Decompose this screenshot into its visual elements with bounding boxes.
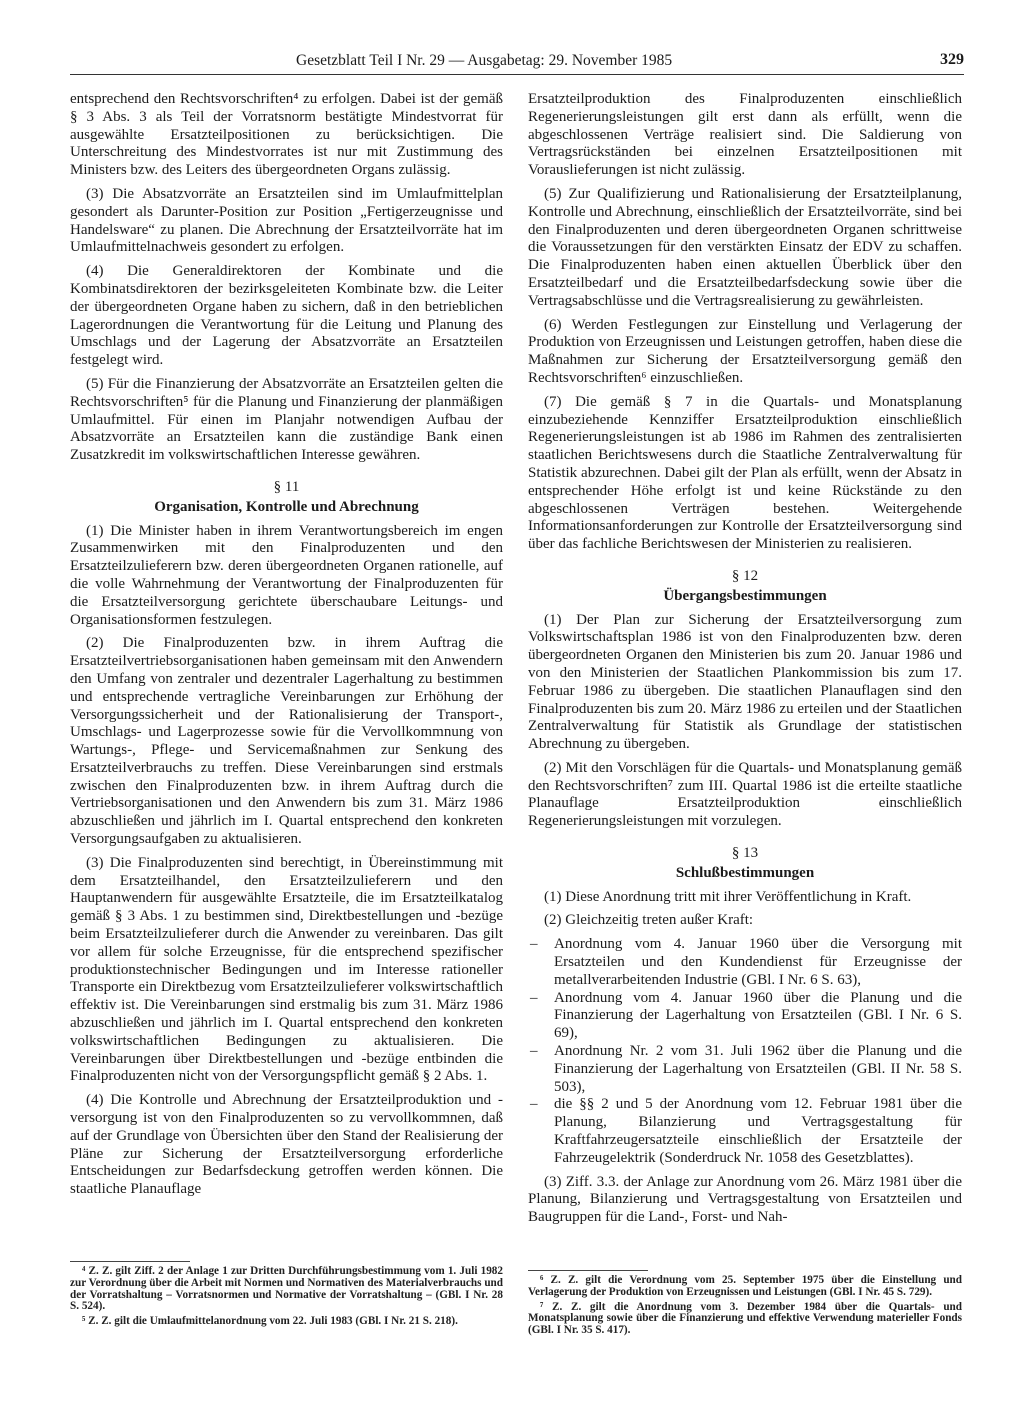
paragraph: (1) Diese Anordnung tritt mit ihrer Veröffentlichung in Kraft. — [544, 888, 912, 905]
paragraph: (6) Werden Festlegungen zur Einstellung und Verlagerung der Produktion von Erzeugnissen und Leistungen getroffen, haben diese die Maßnahmen zur Sicherung der Ersatzteilversorgung gemäß den Rechtsvorschriften⁶ einzuschließen. — [528, 316, 962, 386]
paragraph: (2) Gleichzeitig treten außer Kraft: — [544, 912, 754, 929]
paragraph: (4) Die Generaldirektoren der Kombinate und die Kombinatsdirektoren der bezirksgeleiteten Kombinate bzw. die Leiter der übergeordneten Organe haben zu sichern, daß in den betrieblichen Lagerordnungen die Verantwortung für die Leitung und Planung des Umschlags und der Lagerung der Absatzvorräte an Ersatzteilen festgelegt wird. — [70, 263, 503, 369]
repealed-list — [528, 936, 962, 1167]
paragraph: (5) Für die Finanzierung der Absatzvorräte an Ersatzteilen gelten die Rechtsvorschriften⁵ für die Planung und Finanzierung der planmäßigen Umlaufmittel. Für einen im Planjahr notwendigen Aufbau der Absatzvorräte an Ersatzteilen kann die zuständige Bank einen Zusatzkredit im volkswirtschaftlichen Interesse gewähren. — [70, 375, 503, 464]
page-header — [70, 50, 964, 75]
paragraph: (2) Mit den Vorschlägen für die Quartals- und Monatsplanung gemäß den Rechtsvorschriften⁷ zum III. Quartal 1986 ist die erteilte staatliche Planauflage Ersatzteilproduktion einschließlich Regenerierungsleistungen mit vorzulegen. — [528, 759, 962, 830]
section-title: Übergangsbestimmungen — [663, 587, 827, 604]
paragraph: (1) Der Plan zur Sicherung der Ersatzteilversorgung zum Volkswirtschaftsplan 1986 ist von den Finalproduzenten bzw. deren übergeordneten Organen den Ministerien bis zum 20. Januar 1986 und von den Ministerien der Staatlichen Plankommission bis zum 17. Februar 1986 zu übergeben. Die staatlichen Planauflagen sind den Finalproduzenten bis zum 20. März 1986 zu erteilen und der Staatlichen Zentralverwaltung für Statistik als Grundlage der statistischen Abrechnung zu übergeben. — [528, 611, 962, 753]
paragraph: (3) Die Absatzvorräte an Ersatzteilen sind im Umlaufmittelplan gesondert als Darunter-Position zur Position „Fertigerzeugnisse und Handelsware“ zu planen. Die Abrechnung der Ersatzteilvorräte hat im Umlaufmittelnachweis gesondert zu erfolgen. — [70, 185, 503, 256]
paragraph: Ersatzteilproduktion des Finalproduzenten einschließlich Regenerierungsleistungen gilt erst dann als erfüllt, wenn die abgeschlossenen Verträge realisiert sind. Die Saldierung von Vertragsrückständen bei einzelnen Ersatzteilpositionen mit Vorauslieferungen ist nicht zulässig. — [528, 91, 962, 179]
list-item: – die §§ 2 und 5 der Anordnung vom 12. Februar 1981 über die Planung, Bilanzierung und Vertragsgestaltung für Kraftfahrzeugersatzteile einschließlich der Ersatzteile der Fahrzeugelektrik (Sonderdruck Nr. 1058 des Gesetzblattes). — [528, 1096, 962, 1167]
right-column — [528, 91, 962, 1233]
footnote: ⁷ Z. Z. gilt die Anordnung vom 3. Dezember 1984 über die Quartals- und Monatsplanung sowie über die Finanzierung und effektive Verwendung materieller Fonds (GBl. I Nr. 35 S. 417). — [528, 1300, 962, 1337]
section-number: § 11 — [273, 478, 300, 495]
page-number: 329 — [940, 51, 964, 68]
section-title: Organisation, Kontrolle und Abrechnung — [154, 498, 419, 515]
paragraph: entsprechend den Rechtsvorschriften⁴ zu erfolgen. Dabei ist der gemäß § 3 Abs. 3 als Teil der Vorratsnorm bestätigte Mindestvorrat für ausgewählte Ersatzteilpositionen zu berücksichtigen. Die Unterschreitung des Mindestvorrates ist nur mit Zustimmung des Ministers bzw. des Leiters des übergeordneten Organs zulässig. — [70, 91, 503, 179]
footnote: ⁵ Z. Z. gilt die Umlaufmittelanordnung vom 22. Juli 1983 (GBl. I Nr. 21 S. 218). — [82, 1315, 458, 1328]
paragraph: (1) Die Minister haben in ihrem Verantwortungsbereich im engen Zusammenwirken mit den Finalproduzenten und den Ersatzteilzulieferern bzw. deren übergeordneten Organen rationelle, auf die volle Wahrnehmung der Verantwortung der Finalproduzenten für die Ersatzteilversorgung gerichtete überschaubare Leitungs- und Organisationsformen festzulegen. — [70, 522, 503, 628]
section-number: § 12 — [731, 567, 759, 584]
footnote-divider — [70, 1261, 190, 1262]
footnote-divider — [528, 1270, 648, 1271]
left-column — [70, 91, 503, 1205]
paragraph: (7) Die gemäß § 7 in die Quartals- und Monatsplanung einzubeziehende Kennziffer Ersatzteilproduktion einschließlich Regenerierungsleistungen ist ab 1986 im Rahmen des zentralisierten staatlichen Berichtswesens durch die Staatliche Zentralverwaltung für Statistik abzurechnen. Dabei gilt der Plan als erfüllt, wenn der Absatz in entsprechender Höhe erfolgt ist und keine Rückstände zu den abgeschlossenen Verträgen bestehen. Weitergehende Informationsanforderungen zur Kontrolle der Ersatzteilversorgung sind über das fachliche Berichtswesen der Ministerien zu realisieren. — [528, 393, 962, 553]
section-title: Schlußbestimmungen — [675, 864, 815, 881]
list-item: – Anordnung vom 4. Januar 1960 über die Planung und die Finanzierung der Lagerhaltung von Ersatzteilen (GBl. I Nr. 6 S. 69), — [528, 990, 962, 1043]
section-number: § 13 — [731, 845, 759, 862]
paragraph: (5) Zur Qualifizierung und Rationalisierung der Ersatzteilplanung, Kontrolle und Abrechnung, einschließlich der Ersatzteilvorräte, sind bei den Finalproduzenten und deren übergeordneten Organen schrittweise die Voraussetzungen für den verstärkten Einsatz der EDV zu schaffen. Die Finalproduzenten haben einen aktuellen Überblick über den Ersatzteilbedarf und die Ersatzteilbedarfsdeckung sowie über die Vertragsabschlüsse und die Vertragsrealisierung zu gewährleisten. — [528, 185, 962, 309]
right-footnotes — [528, 1275, 962, 1340]
list-item: – Anordnung vom 4. Januar 1960 über die Versorgung mit Ersatzteilen und den Kundendienst für Erzeugnisse der metallverarbeitenden Industrie (GBl. I Nr. 6 S. 63), — [528, 936, 962, 989]
paragraph: (3) Die Finalproduzenten sind berechtigt, in Übereinstimmung mit dem Ersatzteilhandel, den Ersatzteilzulieferern und den Hauptanwendern für ausgewählte Ersatzteile, die im Ersatzteilkatalog gemäß § 3 Abs. 1 zu bestimmen sind, Direktbestellungen und -bezüge beim Ersatzteilzulieferer durch die Anwender zu vereinbaren. Das gilt vor allem für solche Erzeugnisse, für die entsprechend spezifischer produktionstechnischer Bedingungen und im Interesse rationeller Transporte ein Direktbezug vom Ersatzteilzulieferer volkswirtschaftlich effektiv ist. Die Vereinbarungen sind erstmalig bis zum 31. März 1986 abzuschließen und jährlich im I. Quartal entsprechend den konkreten volkswirtschaftlichen Bedingungen zu aktualisieren. Die Vereinbarungen über Direktbestellungen und -bezüge entbinden die Finalproduzenten nicht von der Versorgungspflicht gemäß § 2 Abs. 1. — [70, 854, 503, 1085]
left-footnotes — [70, 1266, 503, 1331]
footnote: ⁴ Z. Z. gilt Ziff. 2 der Anlage 1 zur Dritten Durchführungsbestimmung vom 1. Juli 1982 zur Verordnung über die Arbeit mit Normen und Normativen des Materialverbrauchs und der Vorratshaltung – Vorratsnormen und Normative der Vorratshaltung – (GBl. I Nr. 28 S. 524). — [70, 1265, 503, 1313]
paragraph: (2) Die Finalproduzenten bzw. in ihrem Auftrag die Ersatzteilvertriebsorganisationen haben gemeinsam mit den Anwendern den Umfang von zentraler und dezentraler Lagerhaltung zu bestimmen und entsprechende vertragliche Vereinbarungen zur Erhöhung der Versorgungssicherheit und der Rationalisierung der Transport-, Umschlags- und Lagerprozesse sowie für die Vervollkommnung von Wartungs-, Pflege- und Servicemaßnahmen zur Senkung des Ersatzteilverbrauchs zu treffen. Diese Vereinbarungen sind erstmals zwischen den Finalproduzenten bzw. in ihrem Auftrag durch die Vertriebsorganisationen und den Anwendern bis zum 31. März 1986 abzuschließen und jährlich im I. Quartal entsprechend den konkreten Versorgungsaufgaben zu aktualisieren. — [70, 635, 503, 848]
list-item: – Anordnung Nr. 2 vom 31. Juli 1962 über die Planung und die Finanzierung der Lagerhaltung von Ersatzteilen (GBl. II Nr. 58 S. 503), — [528, 1043, 962, 1096]
footnote: ⁶ Z. Z. gilt die Verordnung vom 25. September 1975 über die Einstellung und Verlagerung der Produktion von Erzeugnissen und Leistungen (GBl. I Nr. 45 S. 729). — [528, 1274, 962, 1298]
header-title: Gesetzblatt Teil I Nr. 29 — Ausgabetag: 29. November 1985 — [296, 52, 673, 69]
paragraph: (3) Ziff. 3.3. der Anlage zur Anordnung vom 26. März 1981 über die Planung, Bilanzierung und Vertragsgestaltung von Ersatzteilen und Baugruppen für die Land-, Forst- und Nah- — [528, 1173, 962, 1226]
paragraph: (4) Die Kontrolle und Abrechnung der Ersatzteilproduktion und -versorgung ist von den Finalproduzenten so zu vervollkommnen, daß auf der Grundlage von Übersichten über den Stand der Realisierung der Pläne zur Sicherung der Ersatzteilversorgung erforderliche Entscheidungen zur Bedarfsdeckung getroffen werden können. Die staatliche Planauflage — [70, 1092, 503, 1198]
